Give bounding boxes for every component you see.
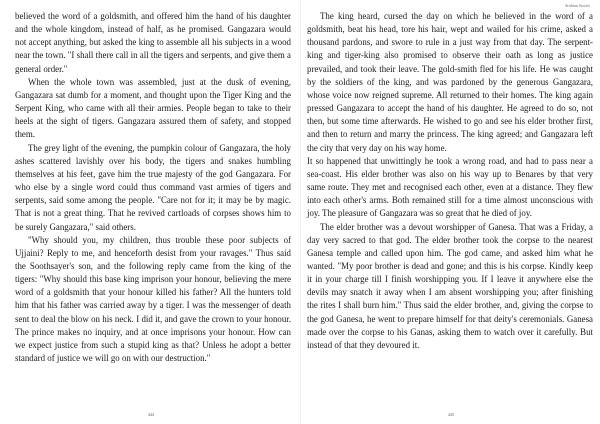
left-page: [5, 0, 297, 424]
paragraph: "Why should you, my children, thus trouble these poor subjects of Ujjaini? Reply to me, and henceforth desist from your ravages." Thus said the Soothsayer's son, and the following reply came from the king of the tigers: "Why should this base king imprison your honour, believing the mere word of a goldsmith that your honour killed his father? All the hunters told him that his father was carried away by a tiger. I was the messenger of death sent to deal the blow on his neck. I did it, and gave the crown to your honour. The prince makes no inquiry, and at once imprisons your honour. How can we expect justice from such a stupid king as that? Unless he adopt a better standard of justice we will go on with our destruction.": [15, 234, 291, 364]
page-number: 444: [148, 412, 154, 417]
gutter-divider: [300, 0, 301, 424]
paragraph: When the whole town was assembled, just at the dusk of evening, Gangazara sat dumb for a moment, and thought upon the Tiger King and the Serpent King, who came with all their armies. People began to take to their heels at the sight of tigers. Gangazara assured them of safety, and stopped them.: [15, 76, 291, 140]
paragraph: The grey light of the evening, the pumpkin colour of Gangazara, the holy ashes scattered lavishly over his body, the tigers and snakes humbling themselves at his feet, gave him the true majesty of the god Gangazara. For who else by a single word could thus command vast armies of tigers and serpents, said some among the people. "Care not for it; it may be by magic. That is not a great thing. That he revived cartloads of corpses shows him to be surely Gangazara," said others.: [15, 142, 291, 232]
running-head: Arabian Stories: [564, 3, 590, 8]
paragraph: It so happened that unwittingly he took a wrong road, and had to pass near a sea-coast. His elder brother was also on his way up to Benares by that very same route. They met and recognised each other, even at a distance. They flew into each other's arms. Both remained still for a time almost unconscious with joy. The pleasure of Gangazara was so great that he died of joy.: [307, 155, 593, 219]
paragraph: The elder brother was a devout worshipper of Ganesa. That was a Friday, a day very sacred to that god. The elder brother took the corpse to the nearest Ganesa temple and called upon him. The god came, and asked him what he wanted. "My poor brother is dead and gone; and this is his corpse. Kindly keep it in your charge till I finish worshipping you. If I leave it anywhere else the devils may snatch it away when I am absent worshipping you; after finishing the rites I shall burn him." Thus said the elder brother, and, giving the corpse to the god Ganesa, he went to prepare himself for that deity's ceremonials. Ganesa made over the corpse to his Ganas, asking them to watch over it carefully. But instead of that they devoured it.: [307, 221, 593, 350]
right-page: [305, 0, 597, 424]
paragraph: believed the word of a goldsmith, and offered him the hand of his daughter and the whole kingdom, instead of half, as he promised. Gangazara would not accept anything, but asked the king to assemble all his subjects in a wood near the town. "I shall there call in all the tigers and serpents, and give them a general order.": [15, 11, 291, 74]
right-page-text: [307, 10, 593, 352]
paragraph: The king heard, cursed the day on which he believed in the word of a goldsmith, beat his head, tore his hair, wept and wailed for his crime, asked a thousand pardons, and swore to rule in a just way from that day. The serpent-king and tiger-king also promised to observe their oath as long as justice prevailed, and took their leave. The gold-smith fled for his life. He was caught by the soldiers of the king, and was pardoned by the generous Gangazara, whose voice now reigned supreme. All returned to their homes. The king again pressed Gangazara to accept the hand of his daughter. He agreed to do so, not then, but some time afterwards. He wished to go and see his elder brother first, and then to return and marry the princess. The king agreed; and Gangazara left the city that very day on his way home.: [307, 11, 593, 153]
left-page-text: [15, 10, 291, 365]
page-number: 445: [448, 412, 454, 417]
